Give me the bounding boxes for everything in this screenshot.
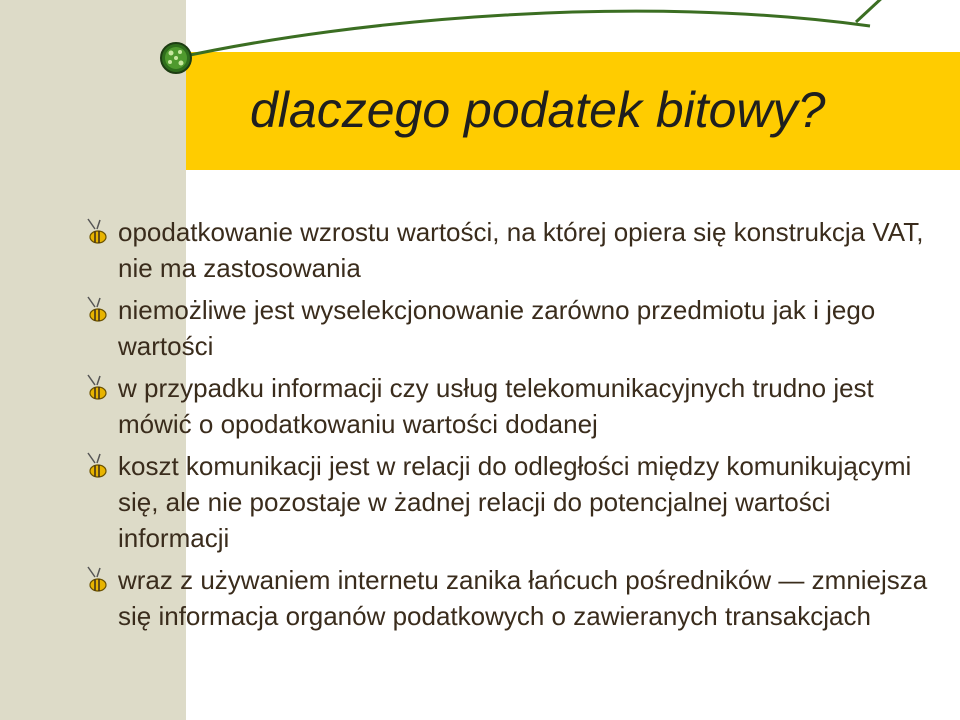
bee-bullet-icon [82,216,112,246]
bullet-list [82,214,942,640]
bullet-item [82,448,942,556]
bee-bullet-icon [82,294,112,324]
bee-bullet-icon [82,450,112,480]
bee-bullet-icon [82,564,112,594]
bullet-item [82,292,942,364]
bullet-item [82,214,942,286]
slide-title: dlaczego podatek bitowy? [250,82,826,138]
green-globe-icon [161,43,191,73]
bullet-item [82,370,942,442]
bullet-text: wraz z używaniem internetu zanika łańcuch pośredników — zmniejsza się informacja organów podatkowych o zawieranych transakcjach [118,565,928,631]
bullet-text: opodatkowanie wzrostu wartości, na której opiera się konstrukcja VAT, nie ma zastosowania [118,217,924,283]
bullet-text: w przypadku informacji czy usług telekomunikacyjnych trudno jest mówić o opodatkowaniu wartości dodanej [118,373,874,439]
bullet-item [82,562,942,634]
bullet-text: niemożliwe jest wyselekcjonowanie zarówno przedmiotu jak i jego wartości [118,295,876,361]
bullet-text: koszt komunikacji jest w relacji do odległości między komunikującymi się, ale nie pozostaje w żadnej relacji do potencjalnej wartości informacji [118,451,912,553]
bee-bullet-icon [82,372,112,402]
